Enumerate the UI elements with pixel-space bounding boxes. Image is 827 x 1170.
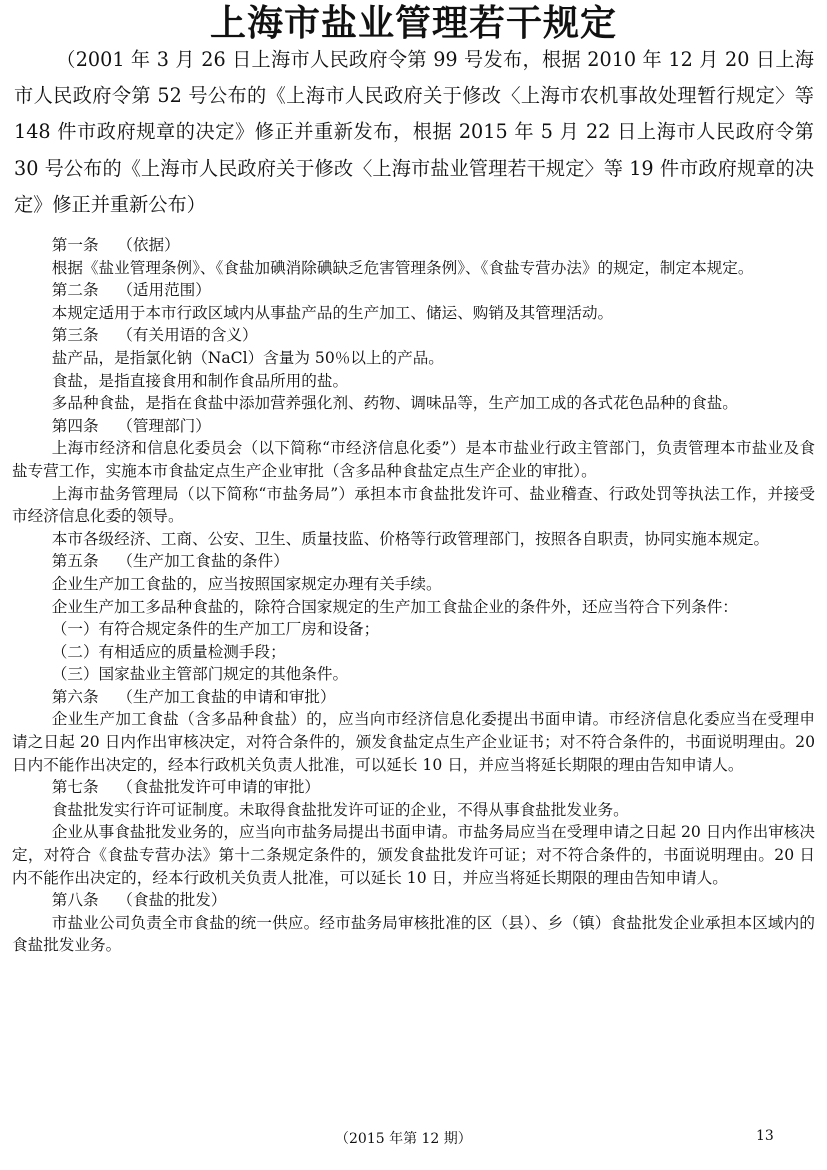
article-paragraph: 上海市盐务管理局（以下简称“市盐务局”）承担本市食盐批发许可、盐业稽查、行政处罚等执法工作，并接受市经济信息化委的领导。 [12,484,815,526]
page-number: 13 [756,1128,774,1144]
article-subject: （食盐批发许可申请的审批） [117,778,321,797]
article-heading [12,550,815,573]
article-heading [12,889,815,912]
promulgation-note: （2001 年 3 月 26 日上海市人民政府令第 99 号发布，根据 2010 年 12 月 20 日上海市人民政府令第 52 号公布的《上海市人民政府关于修改〈上海市农机事故处理暂行规定〉等 148 件市政府规章的决定》修正并重新发布，根据 2015 年 5 月 22 日上海市人民政府令第 30 号公布的《上海市人民政府关于修改〈上海市盐业管理若干规定〉等 19 件市政府规章的决定》修正并重新公布） [14,48,814,216]
issue-label: （2015 年第 12 期） [335,1131,472,1147]
article-subject: （生产加工食盐的申请和审批） [117,687,336,706]
article-number: 第三条 [51,326,99,345]
article-number: 第五条 [51,552,99,571]
article-number: 第七条 [51,778,99,797]
article-subject: （有关用语的含义） [117,326,258,345]
article-subject: （适用范围） [117,281,211,300]
article-subject: （依据） [117,236,180,254]
article-heading [12,234,815,257]
article-paragraph: （二）有相适应的质量检测手段； [51,642,286,661]
article-paragraph: 企业生产加工食盐的，应当按照国家规定办理有关手续。 [51,574,442,593]
article-paragraph: 盐产品，是指氯化钠（NaCl）含量为 50％以上的产品。 [51,348,444,367]
article-paragraph: 上海市经济和信息化委员会（以下简称“市经济信息化委”）是本市盐业行政主管部门，负责管理本市盐业及食盐专营工作，实施本市食盐定点生产企业审批（含多品种食盐定点生产企业的审批）。 [12,439,815,480]
article-paragraph: 食盐批发实行许可证制度。未取得食盐批发许可证的企业，不得从事食盐批发业务。 [51,800,629,819]
article-subject: （食盐的批发） [117,891,227,910]
article-number: 第八条 [51,891,99,910]
article-heading [12,279,815,302]
article-paragraph: （三）国家盐业主管部门规定的其他条件。 [51,665,349,684]
article-paragraph: （一）有符合规定条件的生产加工厂房和设备； [51,620,380,639]
article-paragraph: 市盐业公司负责全市食盐的统一供应。经市盐务局审核批准的区（县）、乡（镇）食盐批发企业承担本区域内的食盐批发业务。 [12,913,815,955]
document-body [12,234,815,957]
article-heading [12,324,815,347]
article-paragraph: 根据《盐业管理条例》、《食盐加碘消除碘缺乏危害管理条例》、《食盐专营办法》的规定，制定本规定。 [51,258,754,277]
article-heading [12,776,815,799]
document-title: 上海市盐业管理若干规定 [209,3,617,44]
article-heading [12,415,815,438]
article-number: 第一条 [51,236,99,254]
article-subject: （管理部门） [117,416,211,435]
article-paragraph: 本规定适用于本市行政区域内从事盐产品的生产加工、储运、购销及其管理活动。 [51,303,614,322]
article-paragraph: 企业生产加工食盐（含多品种食盐）的，应当向市经济信息化委提出书面申请。市经济信息化委应当在受理申请之日起 20 日内作出审核决定，对符合条件的，颁发食盐定点生产企业证书；对不符合条件的，书面说明理由。20 日内不能作出决定的，经本行政机关负责人批准，可以延长 10 日，并应当将延长期限的理由告知申请人。 [12,710,815,774]
article-subject: （生产加工食盐的条件） [117,552,289,571]
article-number: 第二条 [51,281,99,300]
article-number: 第六条 [51,687,99,706]
article-heading [12,686,815,709]
article-paragraph: 企业生产加工多品种食盐的，除符合国家规定的生产加工食盐企业的条件外，还应当符合下列条件： [51,597,738,616]
article-paragraph: 食盐，是指直接食用和制作食品所用的盐。 [51,371,349,390]
article-paragraph: 多品种食盐，是指在食盐中添加营养强化剂、药物、调味品等，生产加工成的各式花色品种的食盐。 [51,394,738,413]
article-paragraph: 企业从事食盐批发业务的，应当向市盐务局提出书面申请。市盐务局应当在受理申请之日起 20 日内作出审核决定，对符合《食盐专营办法》第十二条规定条件的，颁发食盐批发许可证；对不符合条件的，书面说明理由。20 日内不能作出决定的，经本行政机关负责人批准，可以延长 10 日，并应当将延长期限的理由告知申请人。 [12,823,815,887]
article-number: 第四条 [51,416,99,435]
article-paragraph: 本市各级经济、工商、公安、卫生、质量技监、价格等行政管理部门，按照各自职责，协同实施本规定。 [51,529,770,548]
